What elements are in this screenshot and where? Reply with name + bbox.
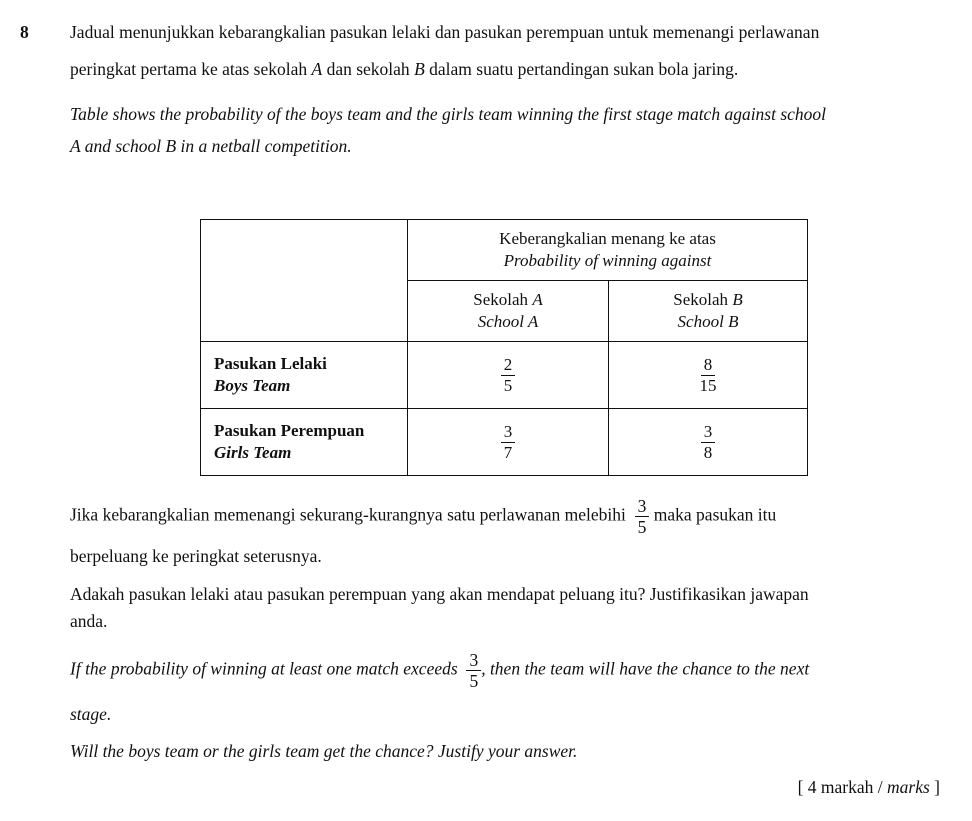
table-row [201, 409, 808, 476]
question-number: 8 [20, 22, 29, 42]
condition-ms-line2: berpeluang ke peringkat seterusnya. [70, 546, 322, 566]
fraction-cell: $\frac{3}{7}$ [408, 409, 609, 476]
header-cell: Keberangkalian menang ke atas Probability of winning against [408, 220, 808, 281]
col-school-b: Sekolah B School B [609, 281, 808, 342]
fraction-cell: $\frac{3}{8}$ [609, 409, 808, 476]
row-label: Pasukan Lelaki Boys Team [201, 342, 408, 409]
col-school-a: Sekolah A School A [408, 281, 609, 342]
intro-en-line2: A and school B in a netball competition. [70, 136, 352, 156]
intro-ms-line2: peringkat pertama ke atas sekolah A dan sekolah B dalam suatu pertandingan sukan bola jaring. [70, 59, 739, 79]
intro-ms-line1: Jadual menunjukkan kebarangkalian pasukan lelaki dan pasukan perempuan untuk memenangi perlawanan [70, 22, 820, 42]
fraction-cell: $\frac{8}{15}$ [609, 342, 808, 409]
fraction-cell: $\frac{2}{5}$ [408, 342, 609, 409]
condition-en-line2: stage. [70, 704, 112, 724]
ask-en: Will the boys team or the girls team get the chance? Justify your answer. [70, 741, 578, 761]
condition-en-line1: If the probability of winning at least one match exceeds $\frac{3}{5}$ , then the team will have the chance to the next [70, 650, 810, 691]
row-label: Pasukan Perempuan Girls Team [201, 409, 408, 476]
probability-table [200, 219, 808, 476]
table-row [201, 342, 808, 409]
empty-corner-cell [201, 220, 408, 342]
ask-ms-line1: Adakah pasukan lelaki atau pasukan perempuan yang akan mendapat peluang itu? Justifikasikan jawapan [70, 584, 809, 604]
condition-ms-line1: Jika kebarangkalian memenangi sekurang-kurangnya satu perlawanan melebihi $\frac{3}{5}$ maka pasukan itu [70, 496, 777, 537]
marks-label: [ 4 markah / marks ] [797, 777, 940, 797]
ask-ms-line2: anda. [70, 611, 108, 631]
intro-en-line1: Table shows the probability of the boys team and the girls team winning the first stage match against school [70, 104, 827, 124]
